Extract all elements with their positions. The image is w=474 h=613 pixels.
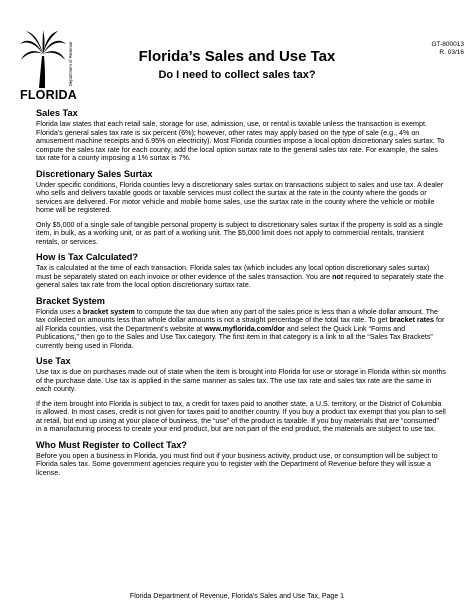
text-run: Florida uses a <box>36 307 83 316</box>
department-of-revenue-label: Department of Revenue <box>68 41 73 86</box>
use-tax-paragraph-1: Use tax is due on purchases made out of state when the item is brought into Florida for use or storage in Florida within six months of the purchase date. Use tax is applied in the same manner as sales tax. The use tax rate and sales tax rate are the same in each county. <box>36 368 447 393</box>
page-title: Florida’s Sales and Use Tax <box>138 48 336 65</box>
text-run: required to separately state the general sales tax rate from the local option discretionary surtax rate. <box>36 272 444 289</box>
sales-tax-paragraph: Florida law states that each retail sale, storage for use, admission, use, or rental is taxable unless the transaction is exempt. Florida’s general sales tax rate is six percent (6%); however, other rates may apply based on the type of sale (e.g., 4% on amusement machine receipts and 6.95% on electricity). Most Florida counties impose a local option discretionary sales surtax. To compute the sales tax rate for each county, add the local option surtax rate to the general sales tax rate. For example, the sales tax rate for a county imposing a 1% surtax is 7%. <box>36 120 445 162</box>
use-tax-heading: Use Tax <box>36 356 71 366</box>
website-link[interactable]: www.myflorida.com/dor <box>204 324 285 333</box>
form-number: GT-800013 <box>431 41 464 48</box>
sales-tax-heading: Sales Tax <box>36 108 78 118</box>
bold-run: not <box>332 272 344 281</box>
text-run: for all Florida counties, visit the Department’s website at <box>36 316 445 333</box>
surtax-paragraph-1: Under specific conditions, Florida counties levy a discretionary sales surtax on transactions subject to sales and use tax. A dealer who sells and delivers taxable goods or taxable services must collect the surtax at the rate in the county where the goods or services are delivered. For motor vehicle and mobile home sales, use the surtax rate in the county where the vehicle or mobile home will be registered. <box>36 180 444 214</box>
florida-dor-logo <box>20 30 78 102</box>
use-tax-paragraph-2: If the item brought into Florida is subject to tax, a credit for taxes paid to another state, a U.S. territory, or the District of Columbia is allowed. In most cases, credit is not given for taxes paid to another country. If you buy a product tax exempt that you plan to sell at retail, but end up using at your place of business, the “use” of the product is taxable. If you buy materials that are “consumed” in a manufacturing process to create your end product, but are not part of the end product, the materials are subject to use tax. <box>36 399 446 433</box>
surtax-heading: Discretionary Sales Surtax <box>36 168 153 179</box>
text-run: Tax is calculated at the time of each transaction. Florida sales tax (which includes any local option discretionary sales surtax) must be separately stated on each invoice or other evidence of the sales transaction. You are <box>36 264 430 281</box>
bold-run: bracket system <box>82 307 135 316</box>
bracket-system-heading: Bracket System <box>36 295 105 306</box>
surtax-paragraph-2: Only $5,000 of a single sale of tangible personal property is subject to discretionary sales surtax if the property is sold as a single item, in bulk, as a working unit, or as part of a working unit. The $5,000 limit does not apply to commercial rentals, transient rentals, or services. <box>36 220 443 246</box>
text-run: and select the Quick Link “Forms and Publications,” then go to the Sales and Use Tax category. The first item in that category is a link to all the “Sales Tax Brackets” currently being used in Florida. <box>36 324 433 350</box>
bold-run: bracket rates <box>389 316 435 324</box>
text-run: to compute the tax due when any part of the sales price is less than a whole dollar amount. The tax collected on amounts less than whole dollar amounts is not a straight percentage of the total tax rate. To get <box>36 307 438 324</box>
register-paragraph: Before you open a business in Florida, you must find out if your business activity, product use, or consumption will be subject to Florida sales tax. Some government agencies require you to register with the Department of Revenue before they will issue a license. <box>36 451 438 477</box>
florida-logo-word: FLORIDA <box>20 88 77 102</box>
revision-date: R. 03/16 <box>439 49 464 56</box>
bracket-system-paragraph <box>36 308 446 351</box>
register-heading: Who Must Register to Collect Tax? <box>36 439 187 450</box>
page-footer: Florida Department of Revenue, Florida’s Sales and Use Tax, Page 1 <box>129 593 345 600</box>
tax-calculated-paragraph <box>36 264 446 290</box>
tax-calculated-heading: How is Tax Calculated? <box>36 252 138 262</box>
page-subtitle: Do I need to collect sales tax? <box>158 69 316 81</box>
document-body <box>36 108 446 483</box>
